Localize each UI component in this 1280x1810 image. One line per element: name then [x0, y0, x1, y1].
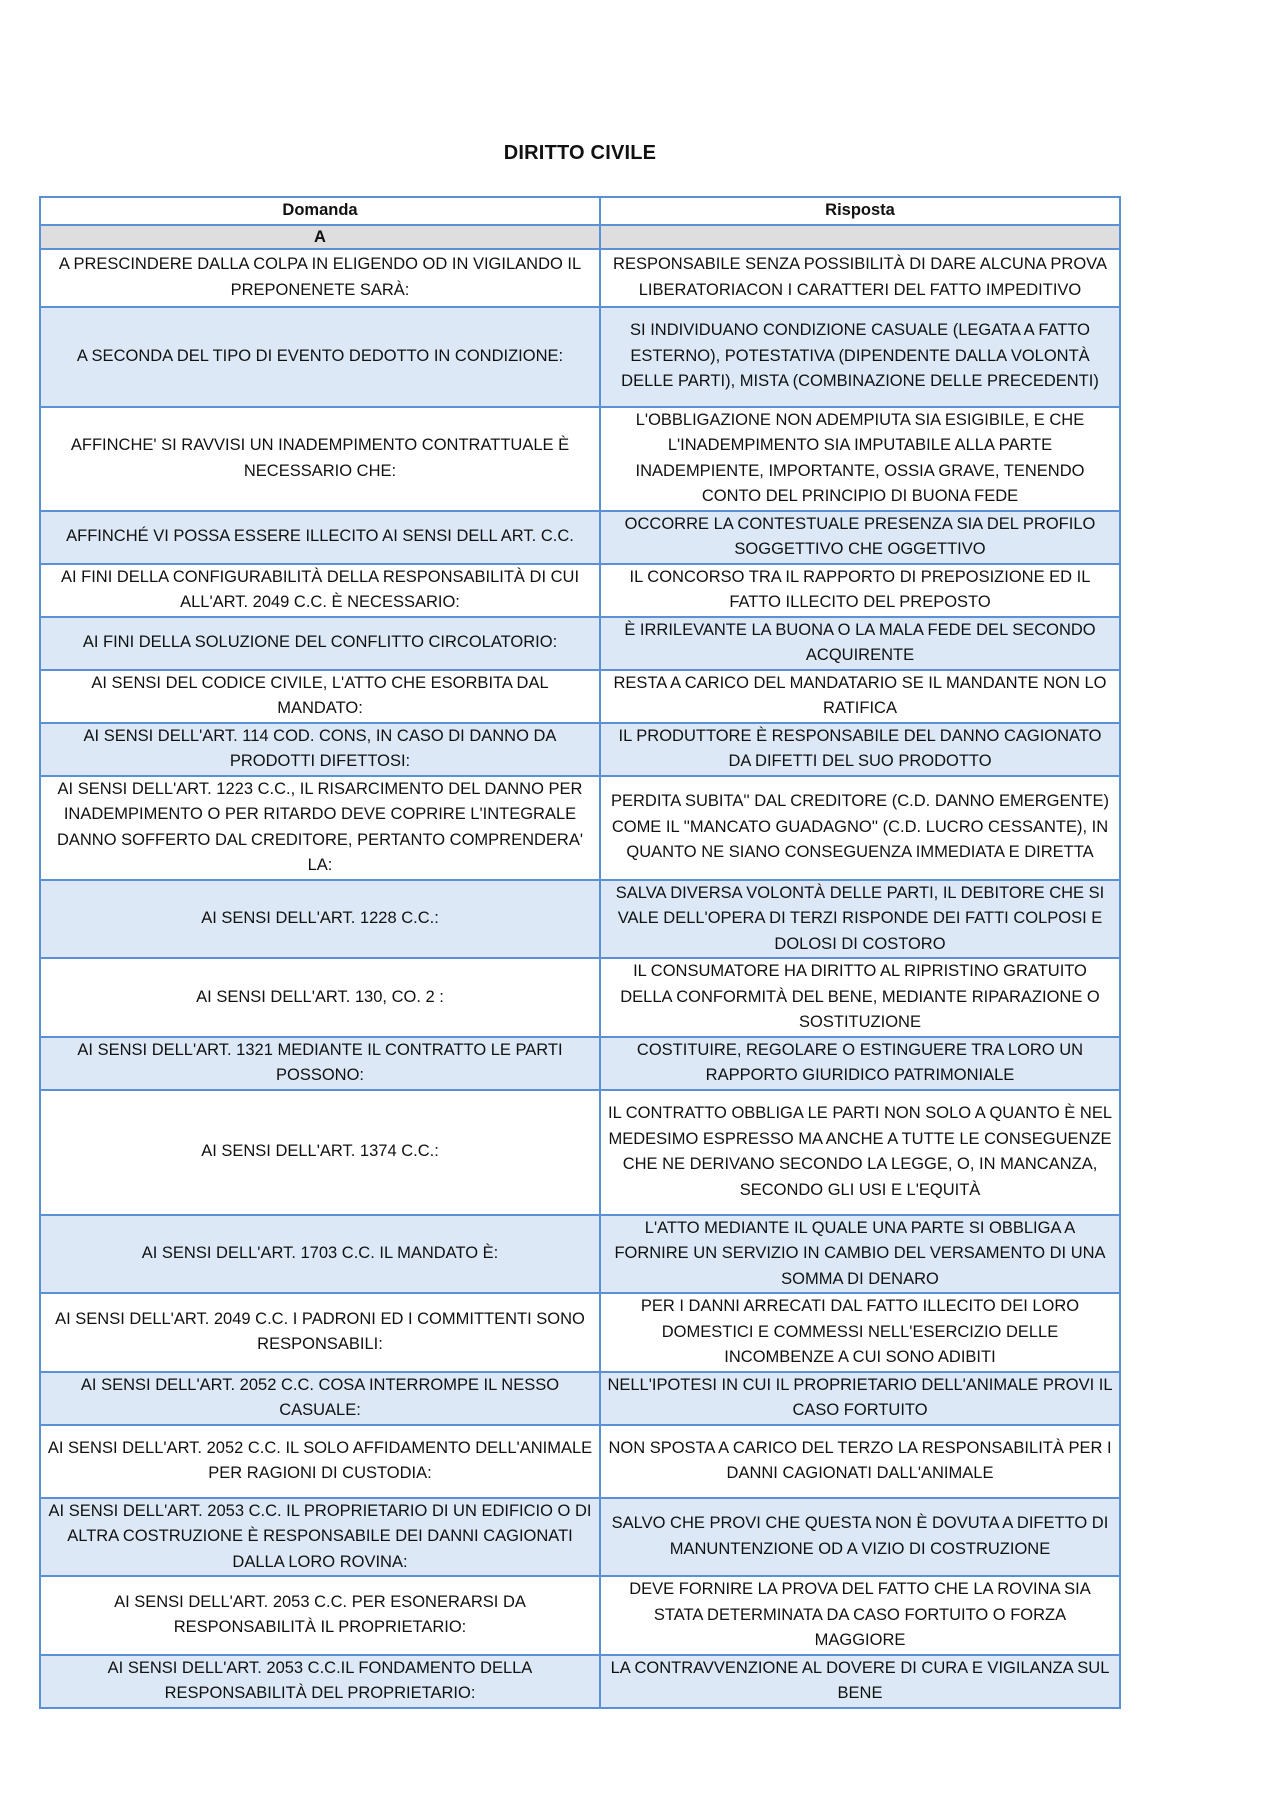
answer-cell: IL CONSUMATORE HA DIRITTO AL RIPRISTINO GRATUITO DELLA CONFORMITÀ DEL BENE, MEDIANTE RIPARAZIONE O SOSTITUZIONE	[600, 958, 1120, 1037]
answer-cell: LA CONTRAVVENZIONE AL DOVERE DI CURA E VIGILANZA SUL BENE	[600, 1655, 1120, 1708]
question-cell: AFFINCHÉ VI POSSA ESSERE ILLECITO AI SENSI DELL ART. C.C.	[40, 511, 600, 564]
question-cell: A SECONDA DEL TIPO DI EVENTO DEDOTTO IN CONDIZIONE:	[40, 307, 600, 407]
header-question: Domanda	[40, 197, 600, 225]
section-letter-row	[40, 225, 1120, 249]
answer-cell: OCCORRE LA CONTESTUALE PRESENZA SIA DEL PROFILO SOGGETTIVO CHE OGGETTIVO	[600, 511, 1120, 564]
answer-cell: È IRRILEVANTE LA BUONA O LA MALA FEDE DEL SECONDO ACQUIRENTE	[600, 617, 1120, 670]
table-row	[40, 511, 1120, 564]
table-row	[40, 670, 1120, 723]
answer-cell: COSTITUIRE, REGOLARE O ESTINGUERE TRA LORO UN RAPPORTO GIURIDICO PATRIMONIALE	[600, 1037, 1120, 1090]
answer-cell: L'ATTO MEDIANTE IL QUALE UNA PARTE SI OBBLIGA A FORNIRE UN SERVIZIO IN CAMBIO DEL VERSAMENTO DI UNA SOMMA DI DENARO	[600, 1215, 1120, 1294]
answer-cell: NELL'IPOTESI IN CUI IL PROPRIETARIO DELL'ANIMALE PROVI IL CASO FORTUITO	[600, 1372, 1120, 1425]
qa-table	[39, 196, 1121, 1709]
answer-cell: PERDITA SUBITA'' DAL CREDITORE (C.D. DANNO EMERGENTE) COME IL ''MANCATO GUADAGNO'' (C.D. LUCRO CESSANTE), IN QUANTO NE SIANO CONSEGUENZA IMMEDIATA E DIRETTA	[600, 776, 1120, 880]
question-cell: AI SENSI DELL'ART. 1223 C.C., IL RISARCIMENTO DEL DANNO PER INADEMPIMENTO O PER RITARDO DEVE COPRIRE L'INTEGRALE DANNO SOFFERTO DAL CREDITORE, PERTANTO COMPRENDERA' LA:	[40, 776, 600, 880]
table-row	[40, 723, 1120, 776]
table-row	[40, 1090, 1120, 1215]
answer-cell: SALVA DIVERSA VOLONTÀ DELLE PARTI, IL DEBITORE CHE SI VALE DELL'OPERA DI TERZI RISPONDE DEI FATTI COLPOSI E DOLOSI DI COSTORO	[600, 880, 1120, 959]
answer-cell: SI INDIVIDUANO CONDIZIONE CASUALE (LEGATA A FATTO ESTERNO), POTESTATIVA (DIPENDENTE DALLA VOLONTÀ DELLE PARTI), MISTA (COMBINAZIONE DELLE PRECEDENTI)	[600, 307, 1120, 407]
table-row	[40, 249, 1120, 307]
question-cell: AI SENSI DELL'ART. 2053 C.C.IL FONDAMENTO DELLA RESPONSABILITÀ DEL PROPRIETARIO:	[40, 1655, 600, 1708]
question-cell: AFFINCHE' SI RAVVISI UN INADEMPIMENTO CONTRATTUALE È NECESSARIO CHE:	[40, 407, 600, 511]
table-row	[40, 776, 1120, 880]
table-row	[40, 1655, 1120, 1708]
answer-cell: RESPONSABILE SENZA POSSIBILITÀ DI DARE ALCUNA PROVA LIBERATORIACON I CARATTERI DEL FATTO IMPEDITIVO	[600, 249, 1120, 307]
question-cell: AI SENSI DELL'ART. 1228 C.C.:	[40, 880, 600, 959]
table-row	[40, 307, 1120, 407]
section-letter: A	[40, 225, 600, 249]
answer-cell: DEVE FORNIRE LA PROVA DEL FATTO CHE LA ROVINA SIA STATA DETERMINATA DA CASO FORTUITO O FORZA MAGGIORE	[600, 1576, 1120, 1655]
answer-cell: NON SPOSTA A CARICO DEL TERZO LA RESPONSABILITÀ PER I DANNI CAGIONATI DALL'ANIMALE	[600, 1425, 1120, 1498]
answer-cell: SALVO CHE PROVI CHE QUESTA NON È DOVUTA A DIFETTO DI MANUNTENZIONE OD A VIZIO DI COSTRUZIONE	[600, 1498, 1120, 1577]
table-row	[40, 617, 1120, 670]
table-row	[40, 1372, 1120, 1425]
answer-cell: RESTA A CARICO DEL MANDATARIO SE IL MANDANTE NON LO RATIFICA	[600, 670, 1120, 723]
page-title: DIRITTO CIVILE	[503, 142, 657, 164]
answer-cell: L'OBBLIGAZIONE NON ADEMPIUTA SIA ESIGIBILE, E CHE L'INADEMPIMENTO SIA IMPUTABILE ALLA PARTE INADEMPIENTE, IMPORTANTE, OSSIA GRAVE, TENENDO CONTO DEL PRINCIPIO DI BUONA FEDE	[600, 407, 1120, 511]
table-row	[40, 958, 1120, 1037]
table-row	[40, 407, 1120, 511]
question-cell: AI SENSI DELL'ART. 2049 C.C. I PADRONI ED I COMMITTENTI SONO RESPONSABILI:	[40, 1293, 600, 1372]
question-cell: AI SENSI DELL'ART. 1321 MEDIANTE IL CONTRATTO LE PARTI POSSONO:	[40, 1037, 600, 1090]
table-header-row	[40, 197, 1120, 225]
question-cell: A PRESCINDERE DALLA COLPA IN ELIGENDO OD IN VIGILANDO IL PREPONENETE SARÀ:	[40, 249, 600, 307]
header-answer: Risposta	[600, 197, 1120, 225]
answer-cell: IL CONCORSO TRA IL RAPPORTO DI PREPOSIZIONE ED IL FATTO ILLECITO DEL PREPOSTO	[600, 564, 1120, 617]
question-cell: AI SENSI DEL CODICE CIVILE, L'ATTO CHE ESORBITA DAL MANDATO:	[40, 670, 600, 723]
answer-cell: IL CONTRATTO OBBLIGA LE PARTI NON SOLO A QUANTO È NEL MEDESIMO ESPRESSO MA ANCHE A TUTTE LE CONSEGUENZE CHE NE DERIVANO SECONDO LA LEGGE, O, IN MANCANZA, SECONDO GLI USI E L'EQUITÀ	[600, 1090, 1120, 1215]
question-cell: AI SENSI DELL'ART. 2052 C.C. COSA INTERROMPE IL NESSO CASUALE:	[40, 1372, 600, 1425]
question-cell: AI SENSI DELL'ART. 1703 C.C. IL MANDATO È:	[40, 1215, 600, 1294]
table-row	[40, 1498, 1120, 1577]
answer-cell: PER I DANNI ARRECATI DAL FATTO ILLECITO DEI LORO DOMESTICI E COMMESSI NELL'ESERCIZIO DELLE INCOMBENZE A CUI SONO ADIBITI	[600, 1293, 1120, 1372]
question-cell: AI FINI DELLA SOLUZIONE DEL CONFLITTO CIRCOLATORIO:	[40, 617, 600, 670]
question-cell: AI SENSI DELL'ART. 2052 C.C. IL SOLO AFFIDAMENTO DELL'ANIMALE PER RAGIONI DI CUSTODIA:	[40, 1425, 600, 1498]
question-cell: AI SENSI DELL'ART. 114 COD. CONS, IN CASO DI DANNO DA PRODOTTI DIFETTOSI:	[40, 723, 600, 776]
table-row	[40, 1293, 1120, 1372]
answer-cell: IL PRODUTTORE È RESPONSABILE DEL DANNO CAGIONATO DA DIFETTI DEL SUO PRODOTTO	[600, 723, 1120, 776]
question-cell: AI SENSI DELL'ART. 2053 C.C. IL PROPRIETARIO DI UN EDIFICIO O DI ALTRA COSTRUZIONE È RESPONSABILE DEI DANNI CAGIONATI DALLA LORO ROVINA:	[40, 1498, 600, 1577]
table-row	[40, 880, 1120, 959]
table-row	[40, 564, 1120, 617]
question-cell: AI SENSI DELL'ART. 1374 C.C.:	[40, 1090, 600, 1215]
question-cell: AI SENSI DELL'ART. 2053 C.C. PER ESONERARSI DA RESPONSABILITÀ IL PROPRIETARIO:	[40, 1576, 600, 1655]
question-cell: AI SENSI DELL'ART. 130, CO. 2 :	[40, 958, 600, 1037]
table-row	[40, 1425, 1120, 1498]
section-letter-empty	[600, 225, 1120, 249]
question-cell: AI FINI DELLA CONFIGURABILITÀ DELLA RESPONSABILITÀ DI CUI ALL'ART. 2049 C.C. È NECESSARIO:	[40, 564, 600, 617]
table-row	[40, 1576, 1120, 1655]
table-row	[40, 1037, 1120, 1090]
table-row	[40, 1215, 1120, 1294]
